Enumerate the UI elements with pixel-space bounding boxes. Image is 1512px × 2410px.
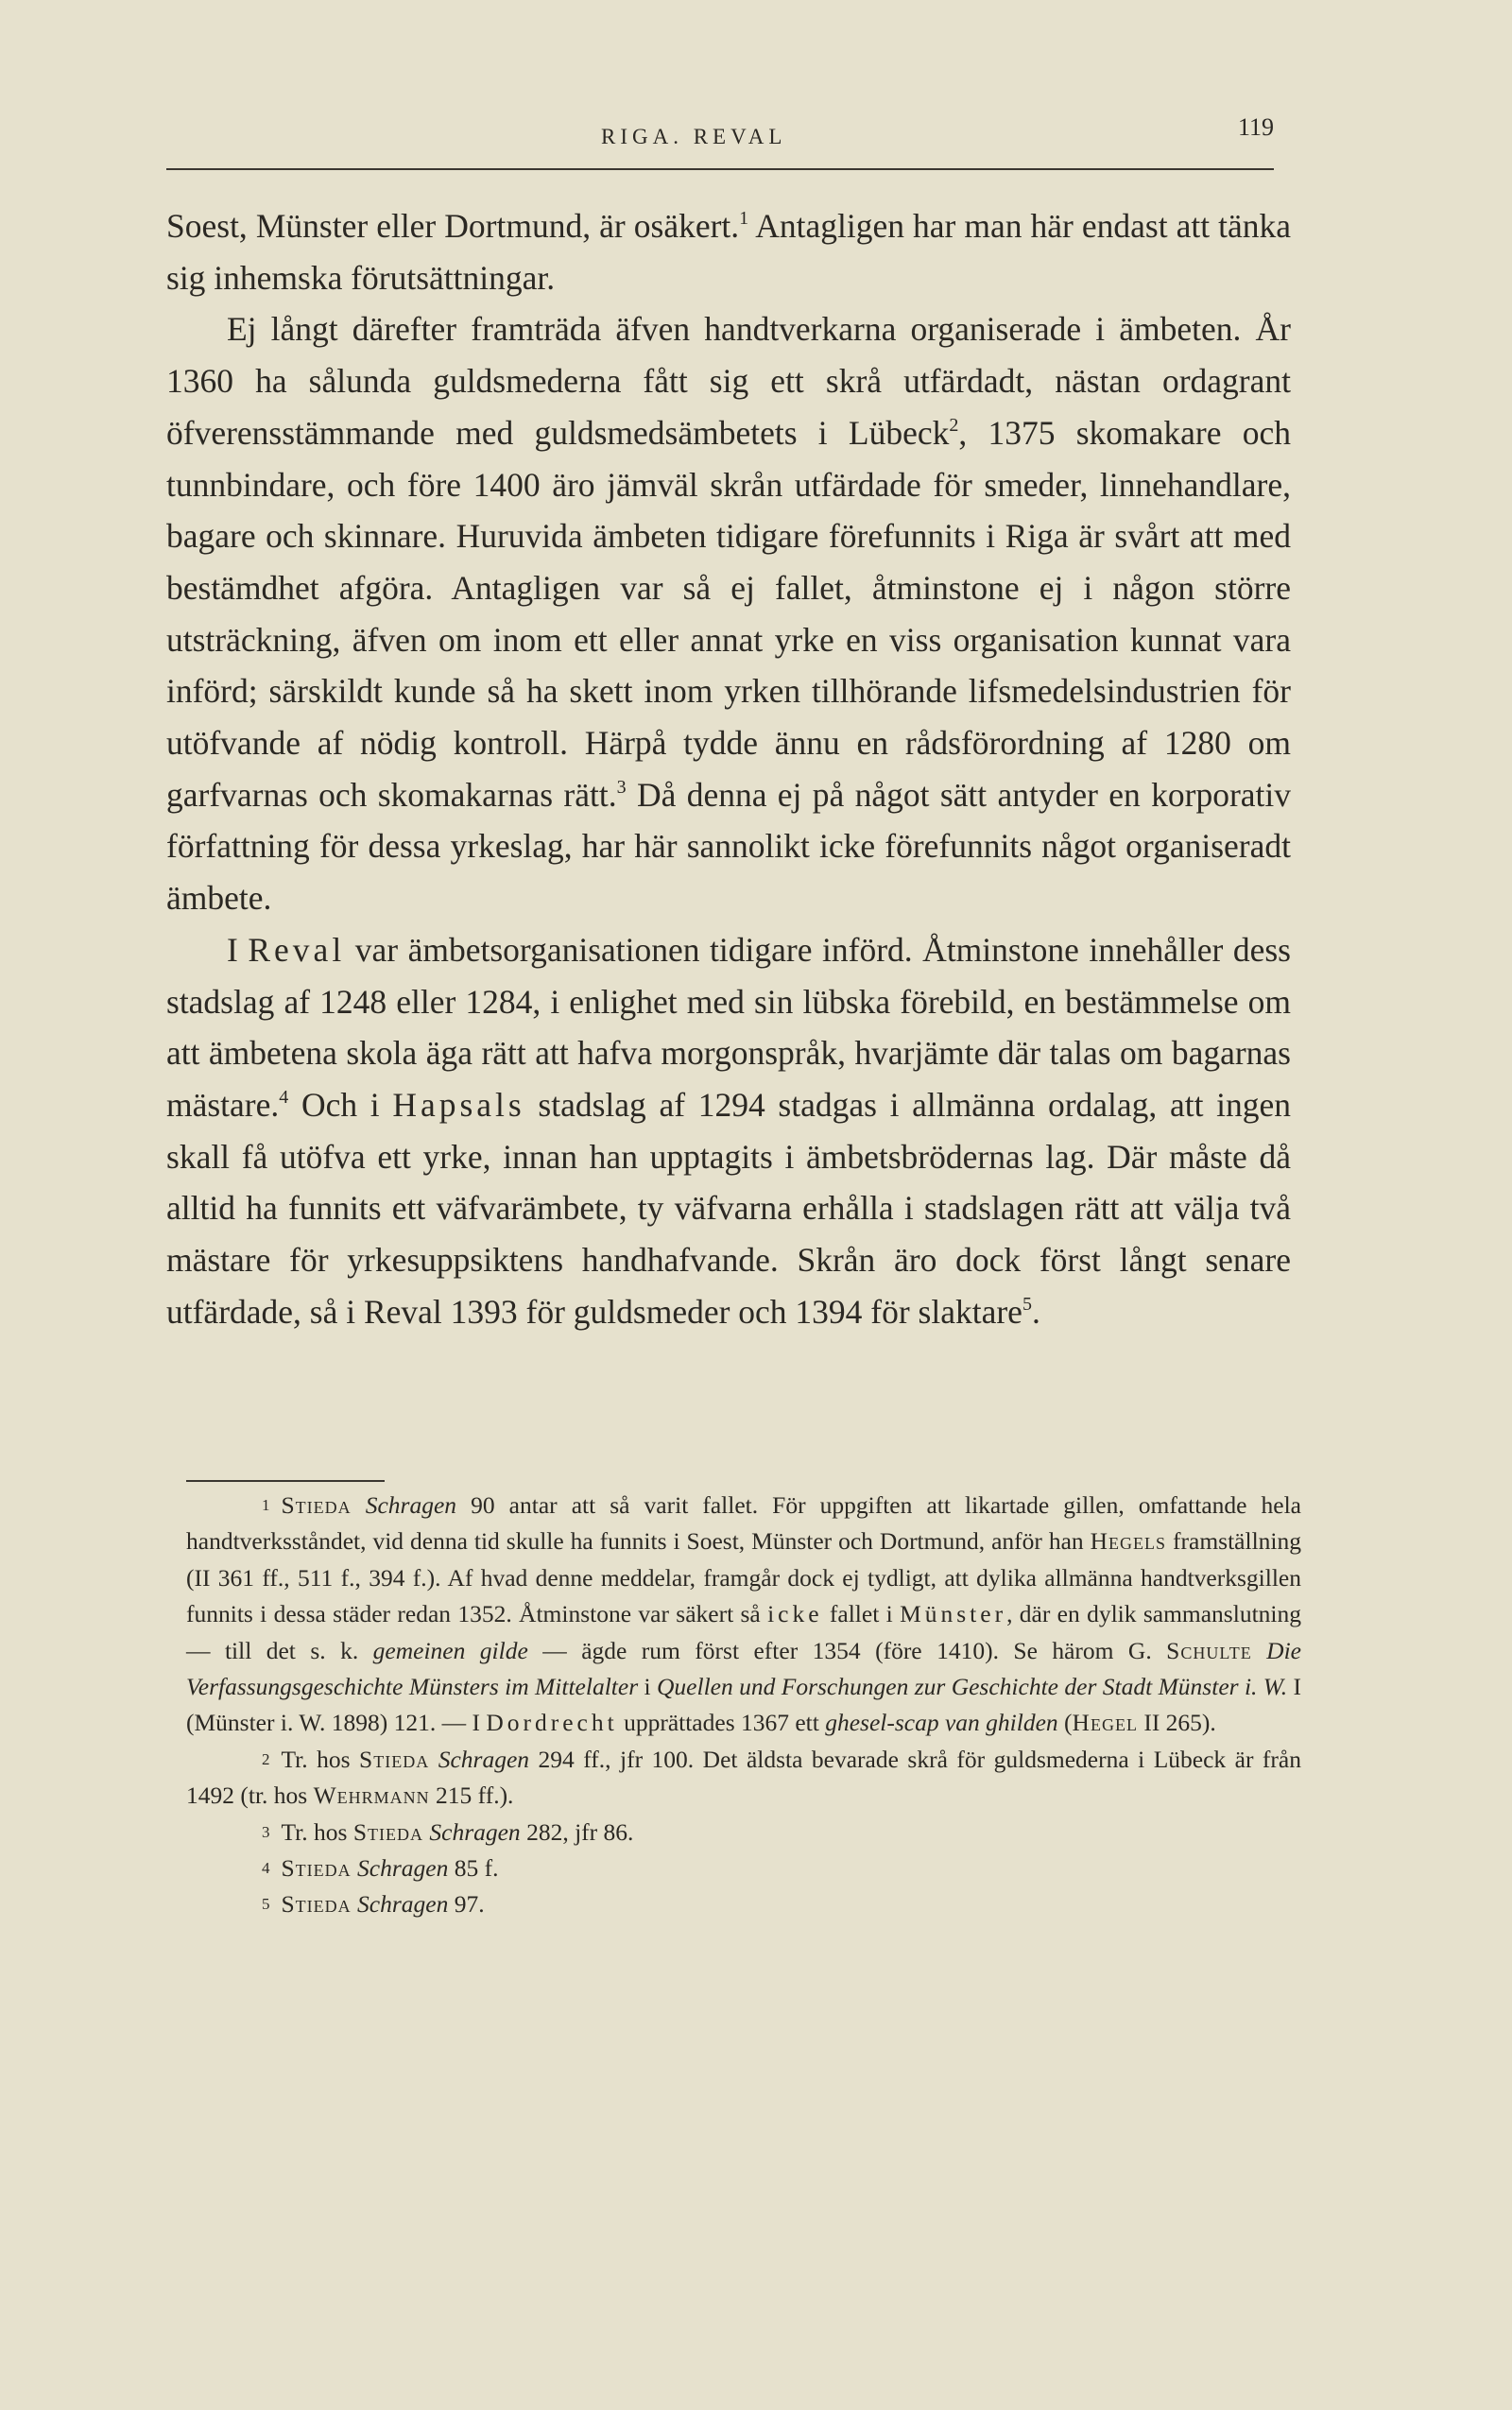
author-name: Wehrmann [313, 1782, 430, 1810]
running-head: RIGA. REVAL [601, 125, 787, 148]
footnote-number: 2 [262, 1749, 270, 1768]
paragraph-3 [166, 924, 1291, 1338]
text-run: var ämbetsorganisationen tidigare införd. Åtminstone innehåller dess stadslag af 1248 eller 1284, i enlighet med sin lübska förebild, en bestämmelse om att ämbetena skola äga rätt att hafva morgonspråk, hvarjämte där talas om bagarnas mästare. [166, 930, 1291, 1124]
place-name: Dordrecht [486, 1709, 618, 1737]
work-title: Die Verfassungsgeschichte Münsters im Mittelalter [186, 1636, 1301, 1701]
work-title: Quellen und Forschungen zur Geschichte der Stadt Münster i. W. [657, 1673, 1288, 1701]
paragraph-1 [166, 200, 1291, 303]
footnote-number: 4 [262, 1859, 270, 1878]
quoted-term: ghesel-scap van ghilden [825, 1709, 1058, 1737]
text-run: 294 ff., jfr 100. Det äldsta bevarade skrå för guldsmederna i Lübeck är från 1492 (tr. hos [186, 1745, 1301, 1810]
text-run: I [227, 930, 249, 969]
place-name-hapsals: Hapsals [392, 1085, 525, 1124]
work-title: Schragen [429, 1817, 521, 1846]
text-run: 282, jfr 86. [520, 1817, 634, 1846]
footnote-2 [186, 1742, 1301, 1815]
footnote-divider [186, 1480, 385, 1482]
footnote-number: 1 [262, 1496, 270, 1514]
place-name-reval: Reval [248, 930, 346, 969]
text-run: Ej långt därefter framträda äfven handtverkarna organiserade i ämbeten. År 1360 ha sålunda guldsmederna fått sig ett skrå utfärdadt, nästan ordagrant öfverensstämmande med guldsmedsämbetets i Lübeck [166, 310, 1291, 452]
body-text [166, 200, 1291, 1337]
footnote-3 [186, 1815, 1301, 1851]
footnote-ref-5[interactable]: 5 [1022, 1293, 1032, 1315]
author-name: Stieda [281, 1854, 352, 1883]
text-run: 97. [448, 1890, 485, 1919]
author-name: Stieda [281, 1491, 352, 1519]
page-number: 119 [1237, 113, 1274, 141]
text-run: ( [1057, 1709, 1073, 1737]
text-run: Då denna ej på något sätt antyder en korporativ författning för dessa yrkeslag, har här sannolikt icke förefunnits något organiseradt ämbete. [166, 775, 1291, 918]
author-name: Stieda [359, 1745, 430, 1773]
author-name: Hegel [1072, 1709, 1138, 1737]
work-title: Schragen [357, 1890, 449, 1919]
text-run: I (Münster i. W. 1898) 121. — I [186, 1673, 1301, 1737]
text-run: 90 antar att så varit fallet. För uppgiften att likartade gillen, omfattande hela handtverksståndet, vid denna tid skulle ha funnits i Soest, Münster och Dortmund, anför han [186, 1491, 1301, 1556]
text-run: , 1375 skomakare och tunnbindare, och före 1400 äro jämväl skrån utfärdade för smeder, linnehandlare, bagare och skinnare. Huruvida ämbeten tidigare förefunnits i Riga är svårt att med bestämdhet afgöra. Antagligen var så ej fallet, åtminstone ej i någon större utsträckning, äfven om inom ett eller annat yrke en viss organisation kunnat vara införd; särskildt kunde så ha skett inom yrken tillhörande lifsmedelsindustrien för utöfvande af nödig kontroll. Härpå tydde ännu en rådsförordning af 1280 om garfvarnas och skomakarnas rätt. [166, 413, 1291, 814]
footnote-ref-2[interactable]: 2 [949, 414, 959, 436]
footnote-4 [186, 1851, 1301, 1886]
text-run: Och i [288, 1085, 393, 1124]
page-header [166, 112, 1274, 170]
place-name: Münster [900, 1600, 1007, 1628]
footnote-number: 5 [262, 1895, 270, 1914]
text-run: , där en dylik sammanslutning — till det s. k. [186, 1600, 1301, 1664]
text-run: — ägde rum först efter 1354 (före 1410). Se härom G. [527, 1636, 1167, 1664]
text-run: II 265). [1137, 1709, 1216, 1737]
text-run: 85 f. [448, 1854, 499, 1883]
text-run: Tr. hos [281, 1817, 353, 1846]
text-run: i [638, 1673, 657, 1701]
footnote-5 [186, 1886, 1301, 1922]
work-title: Schragen [365, 1491, 457, 1519]
text-run: stadslag af 1294 stadgas i allmänna ordalag, att ingen skall få utöfva ett yrke, innan han upptagits i ämbetsbrödernas lag. Där måste då alltid ha funnits ett väfvarämbete, ty väfvarna erhålla i stadslagen rätt att välja två mästare för yrkesuppsiktens handhafvande. Skrån äro dock först långt senare utfärdade, så i Reval 1393 för guldsmeder och 1394 för slaktare [166, 1085, 1291, 1331]
text-run: . [1031, 1292, 1040, 1331]
paragraph-2 [166, 303, 1291, 923]
author-name: Stieda [281, 1890, 352, 1919]
text-run: Antagligen har man här endast att tänka sig inhemska förutsättningar. [166, 207, 1291, 297]
text-run: upprättades 1367 ett [617, 1709, 826, 1737]
work-title: Schragen [357, 1854, 449, 1883]
text-run: Soest, Münster eller Dortmund, är osäkert. [166, 207, 740, 245]
work-title: Schragen [438, 1745, 530, 1773]
author-name: Stieda [352, 1817, 423, 1846]
footnote-1 [186, 1488, 1301, 1742]
text-run: Tr. hos [281, 1745, 360, 1773]
footnote-ref-1[interactable]: 1 [739, 208, 749, 229]
footnote-ref-4[interactable]: 4 [279, 1086, 289, 1108]
emphasis: icke [767, 1600, 823, 1628]
author-name: Hegels [1090, 1527, 1167, 1556]
footnotes [186, 1488, 1301, 1923]
text-run: fallet i [822, 1600, 901, 1628]
text-run: 215 ff.). [429, 1782, 514, 1810]
quoted-term: gemeinen gilde [372, 1636, 528, 1664]
footnote-number: 3 [262, 1822, 270, 1841]
footnote-ref-3[interactable]: 3 [616, 776, 627, 798]
author-name: Schulte [1166, 1636, 1252, 1664]
text-run: framställning (II 361 ff., 511 f., 394 f.). Af hvad denne meddelar, framgår dock ej tydligt, att dylika allmänna handtverksgillen funnits i dessa städer redan 1352. Åtminstone var säkert så [186, 1527, 1302, 1628]
